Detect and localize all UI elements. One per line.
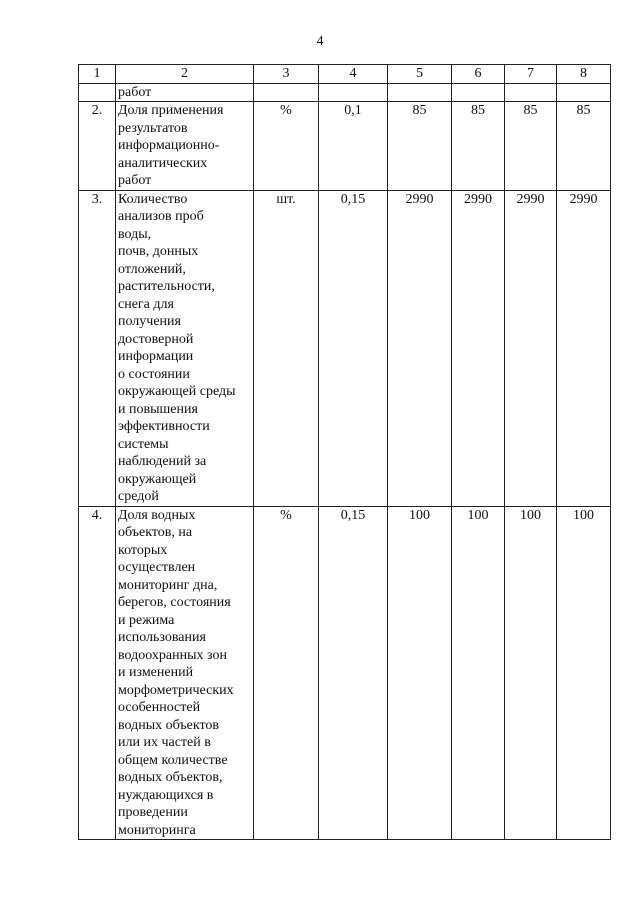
cell-value-5: 85 bbox=[388, 102, 452, 191]
column-number-8: 8 bbox=[557, 65, 611, 84]
cell-value-8: 85 bbox=[557, 102, 611, 191]
table-row-continuation bbox=[79, 83, 611, 102]
cell-indicator-name: Доля применения результатов информационно- аналитических работ bbox=[116, 102, 254, 191]
column-number-6: 6 bbox=[452, 65, 505, 84]
cell-empty bbox=[452, 83, 505, 102]
cell-value-6: 2990 bbox=[452, 190, 505, 506]
cell-weight: 0,15 bbox=[319, 506, 388, 840]
cell-empty bbox=[505, 83, 557, 102]
column-number-5: 5 bbox=[388, 65, 452, 84]
indicators-table bbox=[78, 64, 611, 840]
cell-value-6: 100 bbox=[452, 506, 505, 840]
table-row bbox=[79, 190, 611, 506]
column-number-2: 2 bbox=[116, 65, 254, 84]
cell-indicator-name: Количество анализов проб воды, почв, донных отложений, растительности, снега для получения достоверной информации о состоянии окружающей среды и повышения эффективности системы наблюдений за окружающей средой bbox=[116, 190, 254, 506]
cell-value-6: 85 bbox=[452, 102, 505, 191]
column-number-7: 7 bbox=[505, 65, 557, 84]
cell-unit: шт. bbox=[254, 190, 319, 506]
cell-empty bbox=[557, 83, 611, 102]
cell-empty bbox=[254, 83, 319, 102]
cell-empty bbox=[79, 83, 116, 102]
cell-value-7: 100 bbox=[505, 506, 557, 840]
cell-value-7: 85 bbox=[505, 102, 557, 191]
column-number-4: 4 bbox=[319, 65, 388, 84]
cell-value-7: 2990 bbox=[505, 190, 557, 506]
cell-empty bbox=[388, 83, 452, 102]
page-number: 4 bbox=[316, 34, 324, 49]
cell-indicator-name: работ bbox=[116, 83, 254, 102]
table-header-row bbox=[79, 65, 611, 84]
cell-value-5: 2990 bbox=[388, 190, 452, 506]
cell-empty bbox=[319, 83, 388, 102]
cell-indicator-name: Доля водных объектов, на которых осуществлен мониторинг дна, берегов, состояния и режима использования водоохранных зон и изменений морфометрических особенностей водных объектов или их частей в общем количестве водных объектов, нуждающихся в проведении мониторинга bbox=[116, 506, 254, 840]
cell-value-5: 100 bbox=[388, 506, 452, 840]
cell-unit: % bbox=[254, 506, 319, 840]
cell-value-8: 100 bbox=[557, 506, 611, 840]
table-row bbox=[79, 102, 611, 191]
cell-row-number: 3. bbox=[79, 190, 116, 506]
cell-row-number: 4. bbox=[79, 506, 116, 840]
column-number-1: 1 bbox=[79, 65, 116, 84]
cell-unit: % bbox=[254, 102, 319, 191]
table-row bbox=[79, 506, 611, 840]
cell-value-8: 2990 bbox=[557, 190, 611, 506]
cell-row-number: 2. bbox=[79, 102, 116, 191]
column-number-3: 3 bbox=[254, 65, 319, 84]
cell-weight: 0,1 bbox=[319, 102, 388, 191]
cell-weight: 0,15 bbox=[319, 190, 388, 506]
